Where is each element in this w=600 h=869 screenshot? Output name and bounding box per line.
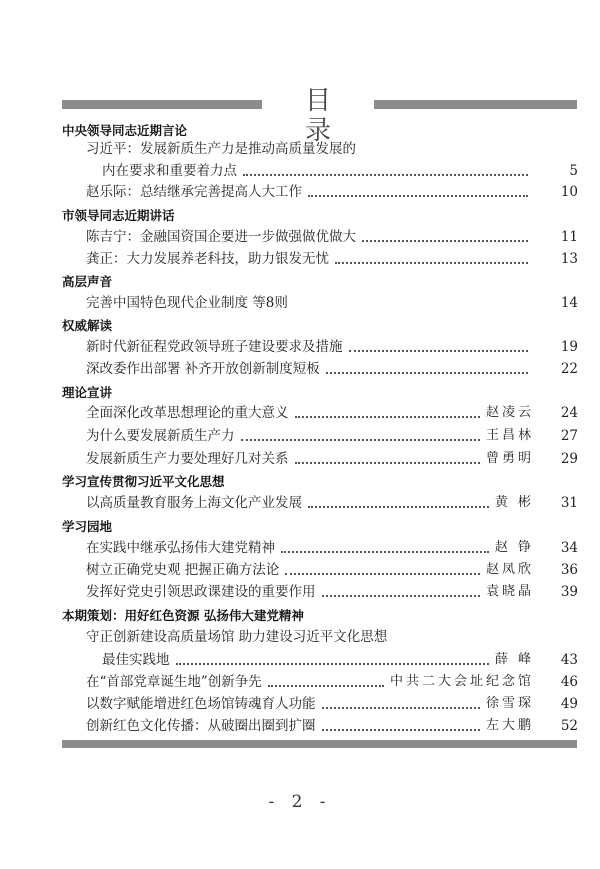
toc-entry[interactable] <box>86 250 534 268</box>
toc-page-number: 52 <box>560 718 578 734</box>
toc-entry-author: 赵凤欣 <box>485 562 534 577</box>
toc-entry[interactable] <box>86 228 534 246</box>
toc-entry[interactable] <box>86 450 534 468</box>
toc-entry[interactable] <box>86 427 534 445</box>
section-heading: 本期策划：用好红色资源 弘扬伟大建党精神 <box>62 608 304 623</box>
toc-page-number: 5 <box>569 163 578 179</box>
dot-leader <box>295 416 480 418</box>
section-heading: 中央领导同志近期言论 <box>62 123 188 138</box>
toc-entry-author: 黄 彬 <box>494 495 534 510</box>
toc-entry-title: 内在要求和重要着力点 <box>102 163 237 179</box>
toc-entry-author: 袁晓晶 <box>485 584 534 599</box>
section-heading: 学习园地 <box>62 519 113 534</box>
toc-entry-title: 在实践中继承弘扬伟大建党精神 <box>86 540 275 556</box>
toc-entry-title: 为什么要发展新质生产力 <box>86 428 235 444</box>
toc-entry-title: 龚正：大力发展养老科技，助力银发无忧 <box>86 251 329 267</box>
toc-entry-author: 徐雪琛 <box>485 696 534 711</box>
toc-entry-title: 全面深化改革思想理论的重大意义 <box>86 405 289 421</box>
section-heading: 市领导同志近期讲话 <box>62 208 175 223</box>
page-number-footer: - 2 - <box>268 792 332 812</box>
toc-entry[interactable] <box>86 717 534 735</box>
toc-page-number: 49 <box>560 696 578 712</box>
toc-entry-author: 赵凌云 <box>485 405 534 420</box>
toc-entry-author: 中共二大会址纪念馆 <box>389 674 534 689</box>
toc-entry-title: 最佳实践地 <box>102 652 170 668</box>
dot-leader <box>322 595 480 597</box>
toc-entry-title: 陈吉宁：金融国资国企要进一步做强做优做大 <box>86 229 356 245</box>
page-title: 目 录 <box>304 86 349 146</box>
toc-entry[interactable] <box>102 651 534 669</box>
toc-page-number: 27 <box>560 428 578 444</box>
dot-leader <box>362 240 528 242</box>
toc-page-number: 34 <box>560 540 578 556</box>
dot-leader <box>268 685 384 687</box>
toc-entry-title: 新时代新征程党政领导班子建设要求及措施 <box>86 339 343 355</box>
section-heading: 高层声音 <box>62 274 113 289</box>
toc-entry-author: 曾勇明 <box>485 451 534 466</box>
dot-leader <box>176 663 489 665</box>
toc-page-number: 24 <box>560 405 578 421</box>
dot-leader <box>294 306 528 308</box>
dot-leader <box>326 372 528 374</box>
dot-leader <box>295 462 480 464</box>
toc-entry[interactable] <box>86 404 534 422</box>
dot-leader <box>243 174 528 176</box>
toc-entry-author: 薛 峰 <box>494 652 534 667</box>
toc-entry-author: 左大鹏 <box>485 718 534 733</box>
section-heading: 理论宣讲 <box>62 385 113 400</box>
toc-entry-title[interactable]: 守正创新建设高质量场馆 助力建设习近平文化思想 <box>86 629 388 645</box>
toc-page-number: 11 <box>560 229 578 245</box>
toc-page-number: 39 <box>560 584 578 600</box>
dot-leader <box>285 573 480 575</box>
toc-entry[interactable] <box>86 539 534 557</box>
toc-entry-title: 深改委作出部署 补齐开放创新制度短板 <box>86 361 320 377</box>
toc-page-number: 19 <box>560 339 578 355</box>
toc-entry-title: 以数字赋能增进红色场馆铸魂育人功能 <box>86 696 316 712</box>
dot-leader <box>308 195 528 197</box>
toc-entry-title: 发展新质生产力要处理好几对关系 <box>86 451 289 467</box>
toc-entry[interactable] <box>86 583 534 601</box>
toc-entry-title: 发挥好党史引领思政课建设的重要作用 <box>86 584 316 600</box>
toc-page-number: 29 <box>560 451 578 467</box>
toc-page-number: 36 <box>560 562 578 578</box>
dot-leader <box>322 707 480 709</box>
dot-leader <box>241 439 480 441</box>
toc-page-number: 22 <box>560 361 578 377</box>
section-heading: 学习宣传贯彻习近平文化思想 <box>62 474 225 489</box>
toc-entry-author: 赵 铮 <box>494 540 534 555</box>
dot-leader <box>322 729 480 731</box>
toc-entry-title: 赵乐际：总结继承完善提高人大工作 <box>86 184 302 200</box>
dot-leader <box>308 506 489 508</box>
bottom-rule <box>62 740 577 748</box>
toc-entry[interactable] <box>86 673 534 691</box>
toc-entry[interactable] <box>86 561 534 579</box>
toc-entry-title[interactable]: 习近平：发展新质生产力是推动高质量发展的 <box>86 141 356 157</box>
toc-entry-title: 创新红色文化传播：从破圈出圈到扩圈 <box>86 718 316 734</box>
toc-entry[interactable] <box>102 162 534 180</box>
toc-entry[interactable] <box>86 294 534 312</box>
toc-entry-author: 王昌林 <box>485 428 534 443</box>
toc-entry[interactable] <box>86 338 534 356</box>
toc-page-number: 46 <box>560 674 578 690</box>
toc-entry-title: 完善中国特色现代企业制度 等8则 <box>86 295 288 311</box>
dot-leader <box>349 350 529 352</box>
toc-page-number: 10 <box>560 184 578 200</box>
toc-entry[interactable] <box>86 183 534 201</box>
toc-page-number: 31 <box>560 495 578 511</box>
toc-page-number: 13 <box>560 251 578 267</box>
toc-entry[interactable] <box>86 695 534 713</box>
toc-entry-title: 以高质量教育服务上海文化产业发展 <box>86 495 302 511</box>
toc-entry-title: 树立正确党史观 把握正确方法论 <box>86 562 280 578</box>
toc-entry[interactable] <box>86 360 534 378</box>
section-heading: 权威解读 <box>62 318 113 333</box>
toc-page-number: 43 <box>560 652 578 668</box>
toc-page-number: 14 <box>560 295 578 311</box>
toc-entry[interactable] <box>86 494 534 512</box>
dot-leader <box>335 262 528 264</box>
toc-entry-title: 在“首部党章诞生地”创新争先 <box>86 674 262 690</box>
dot-leader <box>281 551 489 553</box>
